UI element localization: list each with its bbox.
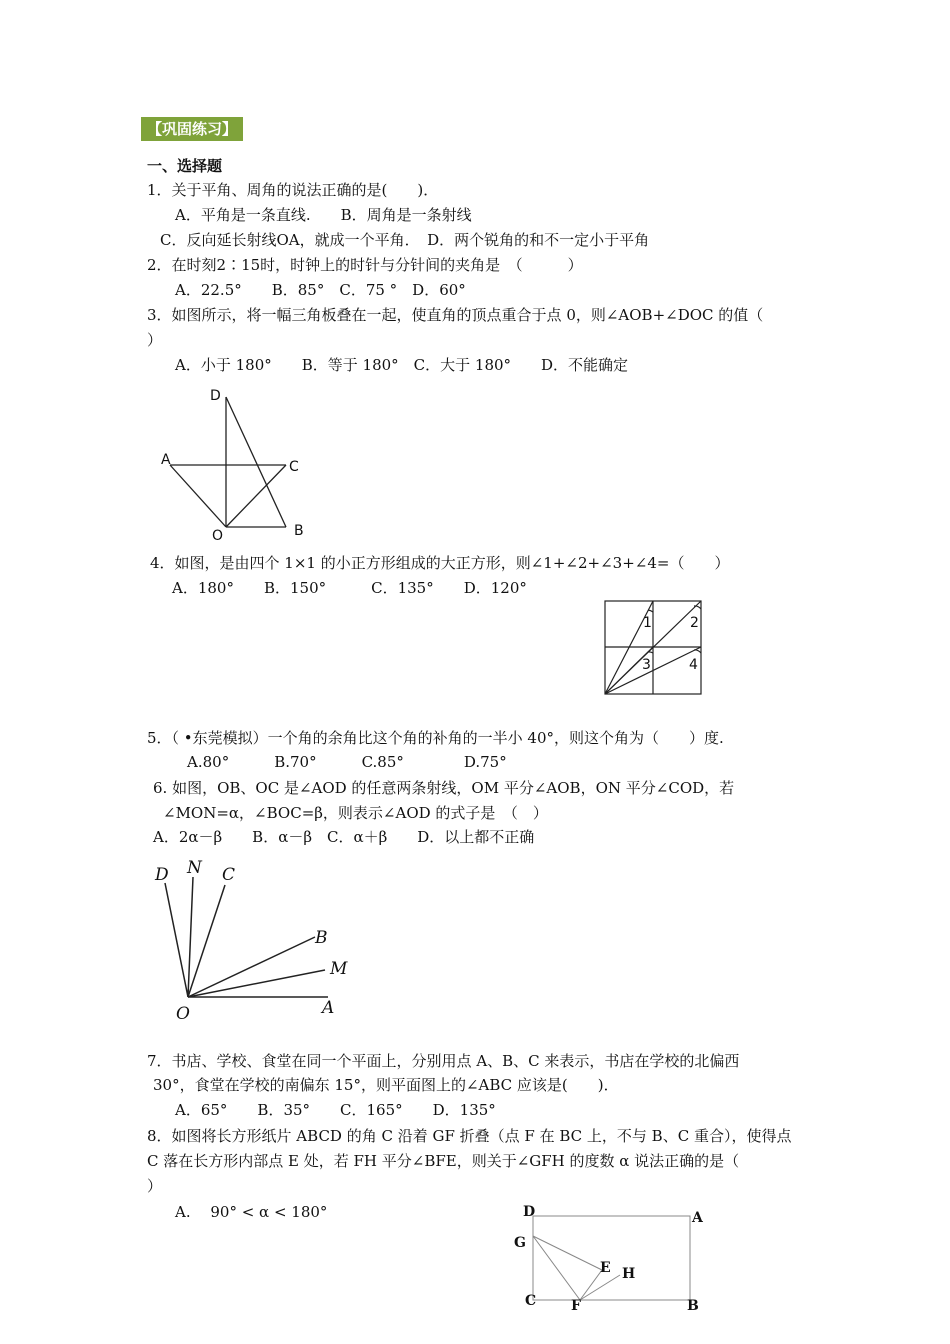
- fig6-label-n: N: [187, 858, 202, 878]
- fig8-label-a: A: [692, 1210, 703, 1226]
- q4-options: A．180° B．150° C．135° D．120°: [172, 579, 527, 597]
- fig3-label-b: B: [294, 523, 304, 539]
- fig3-label-d: D: [210, 388, 221, 404]
- fig8-label-g: G: [514, 1235, 526, 1251]
- q1-options-2: C．反向延长射线OA，就成一个平角． D．两个锐角的和不一定小于平角: [160, 231, 650, 249]
- q7-stem-cont: 30°，食堂在学校的南偏东 15°，则平面图上的∠ABC 应该是( )．: [153, 1076, 619, 1094]
- fig4-label-4: 4: [689, 657, 698, 673]
- q3-stem-cont: ）: [147, 331, 163, 349]
- figure-q4-squares: [604, 600, 704, 696]
- fig6-label-d: D: [155, 865, 169, 885]
- fig8-label-d: D: [523, 1204, 536, 1220]
- q7-stem: 7．书店、学校、食堂在同一个平面上，分别用点 A、B、C 来表示，书店在学校的北偏西: [147, 1052, 740, 1070]
- fig6-label-b: B: [315, 928, 328, 948]
- fig3-label-c: C: [289, 459, 299, 475]
- q8-options: A. 90° < α < 180°: [175, 1203, 328, 1221]
- q5-options: A.80° B.70° C.85° D.75°: [187, 753, 507, 771]
- q8-stem: 8．如图将长方形纸片 ABCD 的角 C 沿着 GF 折叠（点 F 在 BC 上，不与 B、C 重合），使得点: [147, 1127, 792, 1145]
- figure-q6-rays: [150, 855, 360, 1025]
- q7-options: A．65° B．35° C．165° D．135°: [175, 1101, 496, 1119]
- fig6-label-m: M: [330, 959, 348, 979]
- fig8-label-f: F: [571, 1298, 581, 1314]
- fig6-label-a: A: [322, 998, 335, 1018]
- fig8-label-b: B: [687, 1298, 699, 1314]
- q6-stem-cont: ∠MON=α，∠BOC=β，则表示∠AOD 的式子是 （ ）: [163, 804, 548, 822]
- fig3-label-a: A: [161, 452, 171, 468]
- fig4-label-2: 2: [690, 615, 699, 631]
- q8-stem-cont2: ）: [147, 1177, 163, 1195]
- q6-stem: 6. 如图，OB、OC 是∠AOD 的任意两条射线，OM 平分∠AOB，ON 平分∠COD，若: [153, 779, 735, 797]
- figure-q8-rectangle: [514, 1200, 710, 1315]
- q8-stem-cont: C 落在长方形内部点 E 处，若 FH 平分∠BFE，则关于∠GFH 的度数 α 说法正确的是（: [147, 1152, 740, 1170]
- q3-options: A．小于 180° B．等于 180° C．大于 180° D．不能确定: [175, 356, 629, 374]
- q1-stem: 1．关于平角、周角的说法正确的是( )．: [147, 181, 439, 199]
- section-heading: 一、选择题: [147, 157, 223, 175]
- q3-stem: 3．如图所示，将一幅三角板叠在一起，使直角的顶点重合于点 0，则∠AOB+∠DOC 的值（: [147, 306, 764, 324]
- figure-q3-triangles: [158, 385, 318, 545]
- q1-options-1: A．平角是一条直线. B．周角是一条射线: [175, 206, 472, 224]
- q4-stem: 4．如图，是由四个 1×1 的小正方形组成的大正方形，则∠1+∠2+∠3+∠4=（ ）: [150, 554, 730, 572]
- fig8-label-c: C: [525, 1293, 537, 1309]
- fig4-label-1: 1: [643, 615, 652, 631]
- fig6-label-o: O: [176, 1004, 190, 1024]
- q5-stem: 5．（ •东莞模拟）一个角的余角比这个角的补角的一半小 40°，则这个角为（ ）度.: [147, 729, 724, 747]
- q2-stem: 2．在时刻2∶15时，时钟上的时针与分针间的夹角是 （ ）: [147, 256, 583, 274]
- fig6-label-c: C: [222, 865, 236, 885]
- q2-options: A．22.5° B．85° C．75 ° D．60°: [175, 281, 466, 299]
- fig8-label-e: E: [600, 1260, 611, 1276]
- fig3-label-o: O: [212, 528, 224, 544]
- q6-options: A．2α－β B．α－β C．α＋β D．以上都不正确: [153, 828, 535, 846]
- fig8-label-h: H: [622, 1266, 636, 1282]
- section-badge: 【巩固练习】: [141, 117, 243, 141]
- fig4-label-3: 3: [642, 657, 651, 673]
